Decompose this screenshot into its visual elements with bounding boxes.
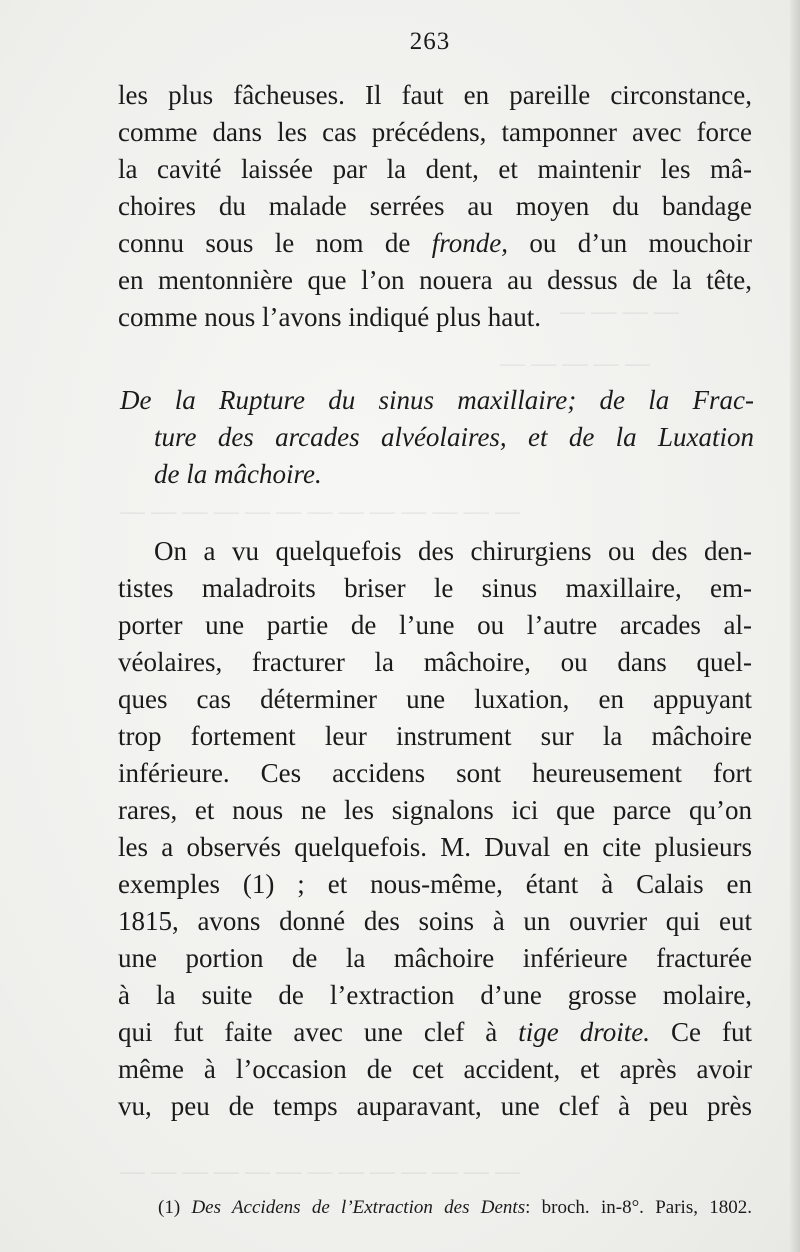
text-line: rares, et nous ne les signalons ici que parce qu’on bbox=[118, 795, 752, 825]
text-line: en mentonnière que l’on nouera au dessus de la tête, bbox=[118, 265, 752, 295]
text-line: comme nous l’avons indiqué plus haut. bbox=[118, 302, 541, 332]
footnote-marker: (1) bbox=[158, 1197, 181, 1218]
page-number: 263 bbox=[409, 28, 451, 55]
italic-term: fronde, bbox=[431, 228, 508, 258]
text-segment: ou d’un mouchoir bbox=[529, 228, 753, 258]
paragraph-continuation bbox=[118, 77, 752, 336]
heading-line: ture des arcades alvéolaires, et de la Luxation bbox=[154, 422, 754, 452]
text-line: choires du malade serrées au moyen du bandage bbox=[118, 191, 752, 221]
text-line: 1815, avons donné des soins à un ouvrier qui eut bbox=[118, 906, 752, 936]
text-line: à la suite de l’extraction d’une grosse molaire, bbox=[118, 980, 752, 1010]
text-segment: qui fut faite avec une clef à bbox=[118, 1017, 498, 1047]
text-segment: Ce fut bbox=[671, 1017, 753, 1047]
text-line: On a vu quelquefois des chirurgiens ou des den- bbox=[154, 536, 752, 566]
page-edge-shadow bbox=[790, 0, 800, 1252]
paragraph-main bbox=[118, 533, 752, 1125]
text-line: véolaires, fracturer la mâchoire, ou dans quel- bbox=[118, 647, 752, 677]
text-line: vu, peu de temps auparavant, une clef à peu près bbox=[118, 1091, 752, 1121]
text-line bbox=[118, 1014, 752, 1051]
text-line: trop fortement leur instrument sur la mâchoire bbox=[118, 721, 752, 751]
section-heading bbox=[120, 382, 754, 493]
text-line bbox=[118, 225, 752, 262]
show-through-texture: ― ― ― ― ― ― ― ― ― ― ― ― ― ― ― ― ― ― ― ― ― ― ― ― ― ― ― ― ― ― ― ― ― ― ― bbox=[120, 301, 679, 1188]
text-line: les plus fâcheuses. Il faut en pareille circonstance, bbox=[118, 80, 752, 110]
text-line: exemples (1) ; et nous-même, étant à Calais en bbox=[118, 869, 752, 899]
heading-line: de la mâchoire. bbox=[154, 459, 322, 489]
text-line: tistes maladroits briser le sinus maxillaire, em- bbox=[118, 573, 752, 603]
text-line: une portion de la mâchoire inférieure fracturée bbox=[118, 943, 752, 973]
text-line: même à l’occasion de cet accident, et après avoir bbox=[118, 1054, 752, 1084]
text-line: inférieure. Ces accidens sont heureusement fort bbox=[118, 758, 752, 788]
text-segment: connu sous le nom de bbox=[118, 228, 411, 258]
text-line: les a observés quelquefois. M. Duval en cite plusieurs bbox=[118, 832, 752, 862]
text-line: la cavité laissée par la dent, et maintenir les mâ- bbox=[118, 154, 752, 184]
text-line: porter une partie de l’une ou l’autre arcades al- bbox=[118, 610, 752, 640]
text-line: comme dans les cas précédens, tamponner avec force bbox=[118, 117, 752, 147]
footnote-details: : broch. in-8°. Paris, 1802. bbox=[525, 1197, 752, 1218]
italic-term: tige droite. bbox=[518, 1017, 651, 1047]
text-line: ques cas déterminer une luxation, en appuyant bbox=[118, 684, 752, 714]
footnote bbox=[158, 1196, 752, 1220]
heading-line: De la Rupture du sinus maxillaire; de la Frac- bbox=[120, 385, 754, 415]
footnote-title: Des Accidens de l’Extraction des Dents bbox=[191, 1197, 526, 1218]
